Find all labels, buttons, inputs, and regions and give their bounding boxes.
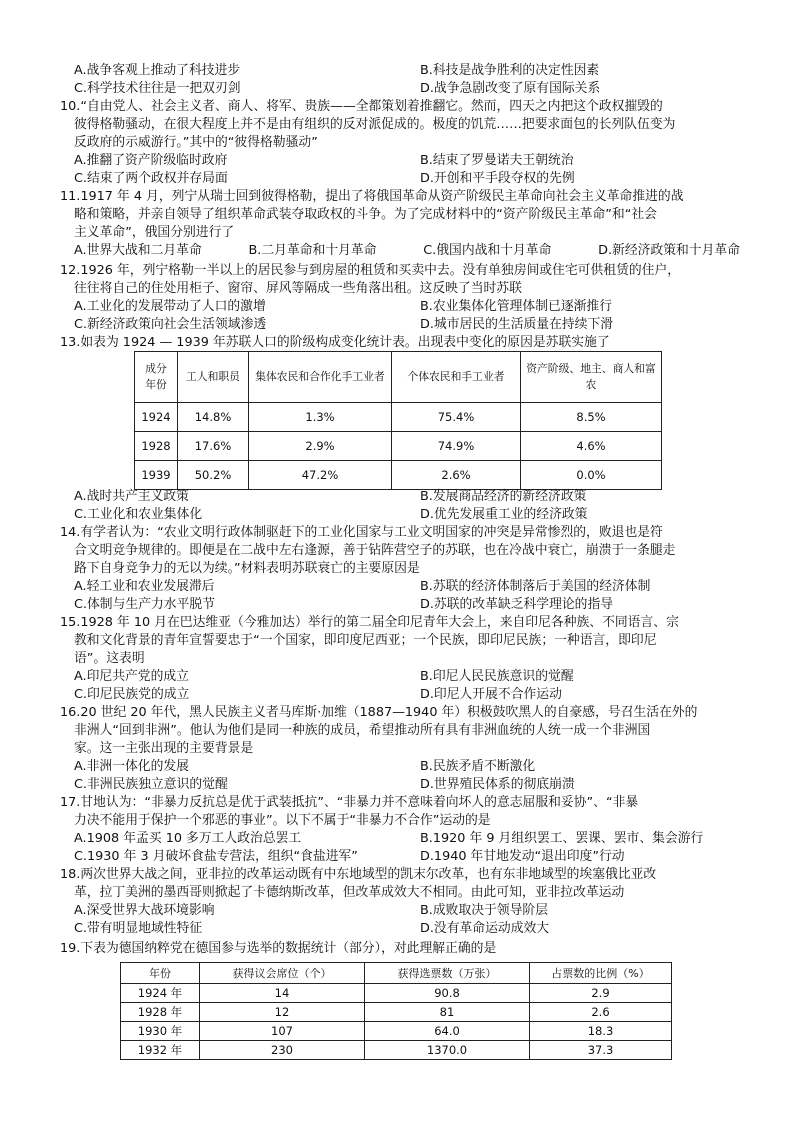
q11-option-b: B.二月革命和十月革命: [248, 243, 377, 258]
q18-stem-line-2: 革，拉丁美洲的墨西哥则掀起了卡德纳斯改革，但改革成效大不相同。由此可知，亚非拉改革运动: [74, 885, 625, 900]
q17-stem-line-2: 力决不能用于保护一个邪恶的事业”。以下不属于“非暴力不合作”运动的是: [74, 813, 491, 828]
q9-option-a: A.战争客观上推动了科技进步: [74, 63, 241, 78]
table-header: 占票数的比例（%）: [530, 963, 672, 984]
q10-stem-line-3: 反政府的示威游行。”其中的“彼得格勒骚动”: [74, 135, 318, 150]
table-header: 个体农民和手工业者: [392, 352, 521, 403]
q9-option-d: D.战争急剧改变了原有国际关系: [420, 81, 601, 96]
q12-option-b: B.农业集体化管理体制已逐渐推行: [420, 299, 613, 314]
q14-stem-line-3: 路下自身竞争力的无以为续。”材料表明苏联衰亡的主要原因是: [74, 561, 420, 576]
table-header: 获得议会席位（个）: [200, 963, 365, 984]
q15-option-b: B.印尼人民民族意识的觉醒: [420, 669, 574, 684]
q16-option-b: B.民族矛盾不断激化: [420, 759, 536, 774]
q10-stem-line-2: 彼得格勒骚动，在很大程度上并不是由有组织的反对派促成的。极度的饥荒……把要求面包的长列队伍变为: [74, 117, 676, 132]
q17-option-b: B.1920 年 9 月组织罢工、罢课、罢市、集会游行: [420, 831, 704, 846]
q9-option-c: C.科学技术往往是一把双刃剑: [74, 81, 241, 96]
q18-option-d: D.没有革命运动成效大: [420, 921, 550, 936]
q18-option-b: B.成败取决于领导阶层: [420, 903, 549, 918]
table-row: 1930 年 107 64.0 18.3: [121, 1022, 672, 1041]
q15-option-a: A.印尼共产党的成立: [74, 669, 189, 684]
table-header: 获得选票数（万张）: [365, 963, 530, 984]
q19-stem: 19.下表为德国纳粹党在德国参与选举的数据统计（部分），对此理解正确的是: [60, 941, 497, 956]
q16-stem-line-1: 16.20 世纪 20 年代，黑人民族主义者马库斯·加维（1887—1940 年）积极鼓吹黑人的自豪感，号召生活在外的: [60, 705, 698, 720]
q16-stem-line-2: 非洲人“回到非洲”。他认为他们是同一种族的成员，希望推动所有具有非洲血统的人统一成一个非洲国: [74, 723, 651, 738]
q13-stem: 13.如表为 1924 — 1939 年苏联人口的阶级构成变化统计表。出现表中变化的原因是苏联实施了: [60, 335, 610, 350]
q17-option-a: A.1908 年孟买 10 多万工人政治总罢工: [74, 831, 302, 846]
q10-option-d: D.开创和平手段夺权的先例: [420, 171, 575, 186]
q13-class-table: [134, 351, 662, 490]
q15-stem-line-1: 15.1928 年 10 月在巴达维亚（今雅加达）举行的第二届全印尼青年大会上，来自印尼各种族、不同语言、宗: [60, 615, 679, 630]
table-row: 1928 17.6% 2.9% 74.9% 4.6%: [135, 432, 662, 461]
table-header: 集体农民和合作化手工业者: [249, 352, 392, 403]
q12-option-c: C.新经济政策向社会生活领域渗透: [74, 317, 267, 332]
q15-option-d: D.印尼人开展不合作运动: [420, 687, 562, 702]
q10-option-b: B.结束了罗曼诺夫王朝统治: [420, 153, 574, 168]
q14-stem-line-2: 合文明竞争规律的。即便是在二战中左右逢源，善于钻阵营空子的苏联，也在冷战中衰亡，崩溃于一条腿走: [74, 543, 676, 558]
q14-option-a: A.轻工业和农业发展滞后: [74, 579, 215, 594]
q19-election-table: [120, 962, 672, 1060]
q12-option-a: A.工业化的发展带动了人口的激增: [74, 299, 266, 314]
q17-stem-line-1: 17.甘地认为：“非暴力反抗总是优于武装抵抗”、“非暴力并不意味着向坏人的意志屈服和妥协”、“非暴: [60, 795, 639, 810]
q11-option-d: D.新经济政策和十月革命: [598, 243, 740, 258]
q18-option-c: C.带有明显地域性特征: [74, 921, 203, 936]
q15-stem-line-3: 语”。这表明: [74, 651, 145, 666]
q14-option-b: B.苏联的经济体制落后于美国的经济体制: [420, 579, 651, 594]
q13-option-a: A.战时共产主义政策: [74, 489, 189, 504]
q16-option-a: A.非洲一体化的发展: [74, 759, 189, 774]
q11-stem-line-2: 略和策略，并亲自领导了组织革命武装夺取政权的斗争。为了完成材料中的“资产阶级民主革命”和“社会: [74, 207, 657, 222]
q9-option-b: B.科技是战争胜利的决定性因素: [420, 63, 600, 78]
q10-option-a: A.推翻了资产阶级临时政府: [74, 153, 228, 168]
q11-option-a: A.世界大战和二月革命: [74, 243, 202, 258]
q11-options: [74, 242, 740, 260]
table-row: 1924 14.8% 1.3% 75.4% 8.5%: [135, 403, 662, 432]
q17-option-c: C.1930 年 3 月破坏食盐专营法，组织“食盐进军”: [74, 849, 358, 864]
q13-option-c: C.工业化和农业集体化: [74, 507, 203, 522]
q16-option-c: C.非洲民族独立意识的觉醒: [74, 777, 228, 792]
q12-stem-line-2: 往往将自己的住处用柜子、窗帘、屏风等隔成一些角落出租。这反映了当时苏联: [74, 281, 522, 296]
q18-stem-line-1: 18.两次世界大战之间，亚非拉的改革运动既有中东地域型的凯末尔改革，也有东非地域型的埃塞俄比亚改: [60, 867, 657, 882]
q17-option-d: D.1940 年甘地发动“退出印度”行动: [420, 849, 625, 864]
q16-option-d: D.世界殖民体系的彻底崩溃: [420, 777, 575, 792]
q14-option-d: D.苏联的改革缺乏科学理论的指导: [420, 597, 614, 612]
q12-option-d: D.城市居民的生活质量在持续下滑: [420, 317, 614, 332]
q16-stem-line-3: 家。这一主张出现的主要背景是: [74, 741, 254, 756]
table-row: 1928 年 12 81 2.6: [121, 1003, 672, 1022]
q14-option-c: C.体制与生产力水平脱节: [74, 597, 215, 612]
q15-option-c: C.印尼民族党的成立: [74, 687, 190, 702]
table-row: 1939 50.2% 47.2% 2.6% 0.0%: [135, 461, 662, 490]
q11-option-c: C.俄国内战和十月革命: [423, 243, 552, 258]
table-header: 年份: [121, 963, 200, 984]
table-row: 1924 年 14 90.8 2.9: [121, 984, 672, 1003]
table-corner: 成分 年份: [135, 352, 178, 403]
q18-option-a: A.深受世界大战环境影响: [74, 903, 215, 918]
q13-option-b: B.发展商品经济的新经济政策: [420, 489, 587, 504]
table-row: 1932 年 230 1370.0 37.3: [121, 1041, 672, 1060]
q11-stem-line-3: 主义革命”，俄国分别进行了: [74, 225, 235, 240]
q13-option-d: D.优先发展重工业的经济政策: [420, 507, 588, 522]
q12-stem-line-1: 12.1926 年，列宁格勒一半以上的居民参与到房屋的租赁和买卖中去。没有单独房间或住宅可供租赁的住户，: [60, 263, 681, 278]
q14-stem-line-1: 14.有学者认为：“农业文明行政体制驱赶下的工业化国家与工业文明国家的冲突是异常惨烈的，败退也是符: [60, 525, 663, 540]
q10-stem-line-1: 10.“自由党人、社会主义者、商人、将军、贵族——全都策划着推翻它。然而，四天之内把这个政权摧毁的: [60, 99, 663, 114]
q10-option-c: C.结束了两个政权并存局面: [74, 171, 228, 186]
table-header: 资产阶级、地主、商人和富农: [521, 352, 662, 403]
q15-stem-line-2: 教和文化背景的青年宣誓要忠于“一个国家，即印度尼西亚；一个民族，即印尼民族；一种语言，即印尼: [74, 633, 657, 648]
q11-stem-line-1: 11.1917 年 4 月，列宁从瑞士回到彼得格勒，提出了将俄国革命从资产阶级民主革命向社会主义革命推进的战: [60, 189, 684, 204]
table-header: 工人和职员: [178, 352, 249, 403]
